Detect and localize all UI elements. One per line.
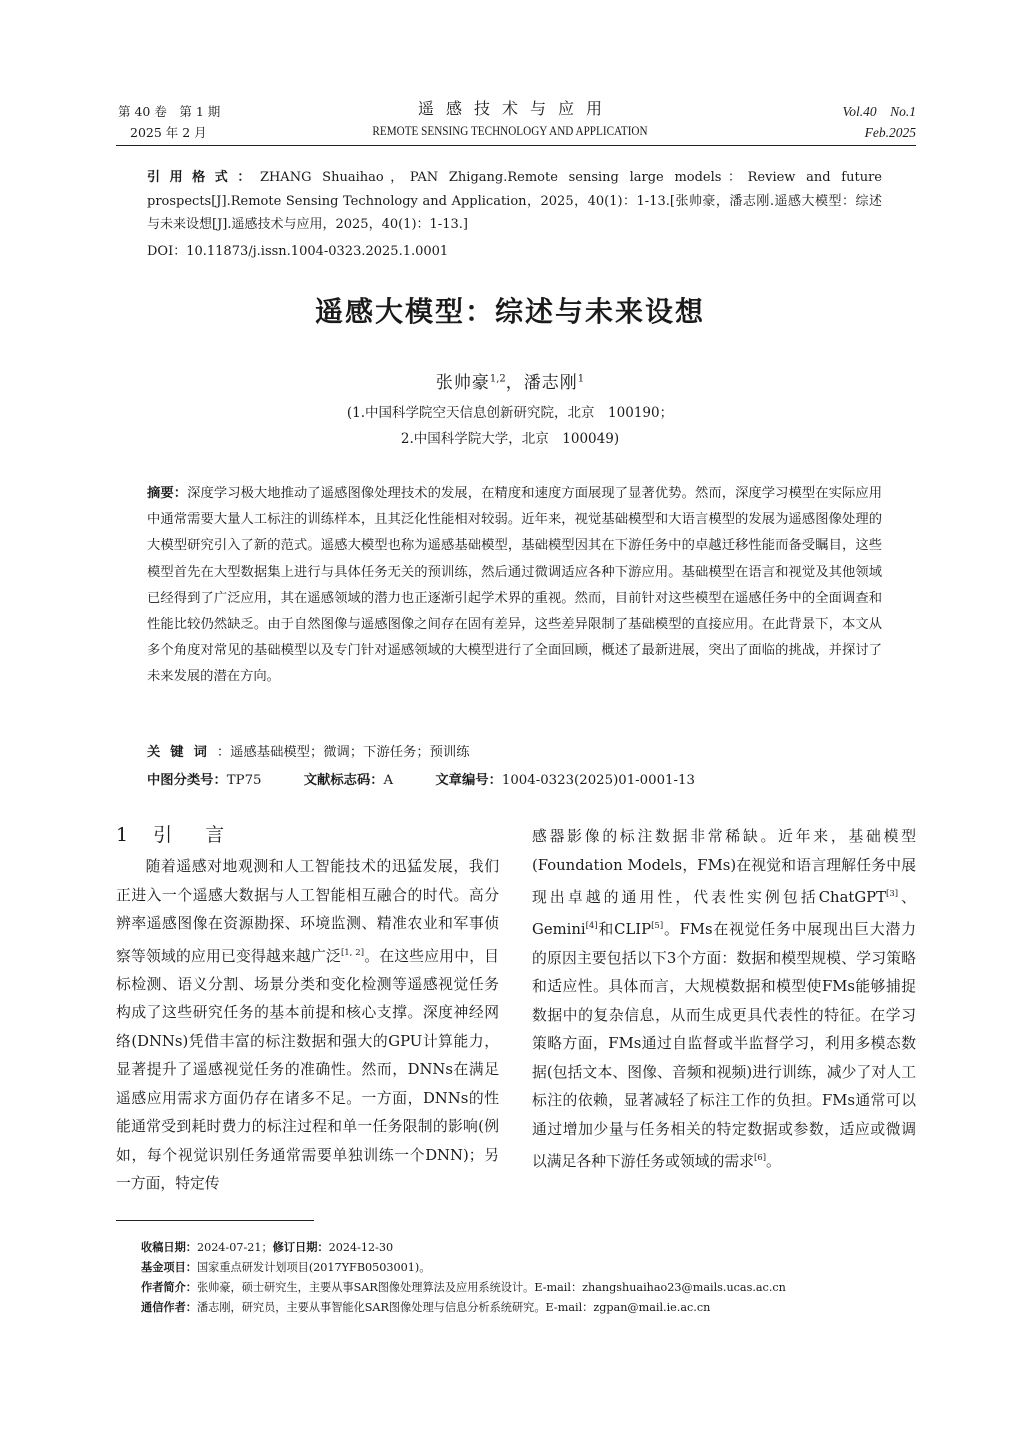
volume-number-en: Vol.40 No.1 bbox=[842, 104, 916, 119]
clc-value: TP75 bbox=[226, 773, 262, 788]
body-paragraph bbox=[116, 853, 499, 1199]
header-issue-info bbox=[118, 101, 220, 143]
citation-block bbox=[147, 166, 882, 237]
body-column-right bbox=[532, 823, 916, 1177]
header-volume-en bbox=[842, 101, 916, 143]
issue-date-cn: 2025 年 2 月 bbox=[130, 125, 207, 140]
section-title-char: 言 bbox=[205, 824, 228, 846]
citation-label: 引用格式： bbox=[147, 170, 260, 185]
header-rule bbox=[116, 145, 916, 146]
corresponding-label: 通信作者： bbox=[141, 1301, 197, 1314]
doc-code-label: 文献标志码： bbox=[303, 773, 384, 788]
revised-label: 修订日期： bbox=[272, 1241, 329, 1254]
footnotes bbox=[141, 1238, 921, 1318]
affiliation-line: (1.中国科学院空天信息创新研究院，北京 100190； bbox=[346, 405, 674, 421]
author-affil-sup: 1 bbox=[577, 373, 585, 385]
author-bio-label: 作者简介： bbox=[141, 1281, 197, 1294]
keywords-label: 关键词 bbox=[147, 745, 217, 760]
body-paragraph bbox=[532, 823, 916, 1177]
body-text: 。FMs在视觉任务中展现出巨大潜力的原因主要包括以下3个方面：数据和模型规模、学习策略和适应性。具体而言，大规模数据和模型使FMs能够捕捉数据中的复杂信息，从而生成更具代表性的特征。在学习策略方面，FMs通过自监督或半监督学习，利用多模态数据(包括文本、图像、音频和视频)进行训练，减少了对人工标注的依赖，显著减轻了标注工作的负担。FMs通常可以通过增加少量与任务相关的特定数据或参数，适应或微调以满足各种下游任务或领域的需求 bbox=[532, 921, 916, 1171]
keywords-text: ：遥感基础模型；微调；下游任务；预训练 bbox=[216, 745, 470, 760]
reference-mark[interactable]: [5] bbox=[651, 921, 664, 932]
author-name: 潘志刚 bbox=[523, 373, 578, 393]
fund-text: 国家重点研发计划项目(2017YFB0503001)。 bbox=[196, 1261, 431, 1274]
reference-mark[interactable]: [4] bbox=[585, 921, 598, 932]
fund-label: 基金项目： bbox=[141, 1261, 197, 1274]
classification-line bbox=[147, 769, 882, 788]
clc-label: 中图分类号： bbox=[147, 773, 227, 788]
body-text: 随着遥感对地观测和人工智能技术的迅猛发展，我们正进入一个遥感大数据与人工智能相互融合的时代。高分辨率遥感图像在资源勘探、环境监测、精准农业和军事侦察等领域的应用已变得越来越广泛 bbox=[116, 858, 499, 965]
body-text: 、Gemini bbox=[532, 888, 916, 939]
author-name: 张帅豪 bbox=[435, 373, 490, 393]
footnote-corresponding bbox=[141, 1298, 921, 1318]
section-number: 1 bbox=[116, 824, 132, 846]
reference-mark[interactable]: [1, 2] bbox=[340, 947, 365, 958]
body-text: 感器影像的标注数据非常稀缺。近年来，基础模型(Foundation Models，FMs)在视觉和语言理解任务中展现出卓越的通用性，代表性实例包括ChatGPT bbox=[532, 828, 916, 906]
footnote-fund bbox=[141, 1258, 921, 1278]
doi-line: DOI：10.11873/j.issn.1004-0323.2025.1.0001 bbox=[147, 244, 449, 259]
revised-date: 2024-12-30 bbox=[328, 1241, 394, 1254]
received-label: 收稿日期： bbox=[141, 1241, 197, 1254]
article-number-value: 1004-0323(2025)01-0001-13 bbox=[501, 773, 695, 788]
abstract bbox=[147, 481, 882, 691]
received-date: 2024-07-21； bbox=[196, 1241, 273, 1254]
footnote-dates bbox=[141, 1238, 921, 1258]
affiliation-line: 2.中国科学院大学，北京 100049) bbox=[400, 431, 620, 447]
citation-text: ZHANG Shuaihao，PAN Zhigang.Remote sensing large models：Review and future prospects[J].Remote Sensing Technology and Application，2025，40(1)：1-13.[张帅豪，潘志刚.遥感大模型：综述与未来设想[J].遥感技术与应用，2025，40(1)：1-13.] bbox=[147, 170, 882, 232]
reference-mark[interactable]: [3] bbox=[886, 889, 899, 899]
abstract-text: 深度学习极大地推动了遥感图像处理技术的发展，在精度和速度方面展现了显著优势。然而，深度学习模型在实际应用中通常需要大量人工标注的训练样本，且其泛化性能相对较弱。近年来，视觉基础模型和大语言模型的发展为遥感图像处理的大模型研究引入了新的范式。遥感大模型也称为遥感基础模型，基础模型因其在下游任务中的卓越迁移性能而备受瞩目，这些模型首先在大型数据集上进行与具体任务无关的预训练，然后通过微调适应各种下游应用。基础模型在语言和视觉及其他领域已经得到了广泛应用，其在遥感领域的潜力也正逐渐引起学术界的重视。然而，目前针对这些模型在遥感任务中的全面调查和性能比较仍然缺乏。由于自然图像与遥感图像之间存在固有差异，这些差异限制了基础模型的直接应用。在此背景下，本文从多个角度对常见的基础模型以及专门针对遥感领域的大模型进行了全面回顾，概述了最新进展，突出了面临的挑战，并探讨了未来发展的潜在方向。 bbox=[147, 486, 883, 685]
header-journal-name bbox=[300, 97, 720, 141]
body-column-left bbox=[116, 853, 499, 1199]
reference-mark[interactable]: [6] bbox=[753, 1153, 767, 1164]
affiliations bbox=[0, 400, 1020, 452]
footnote-author bbox=[141, 1278, 921, 1298]
author-affil-sup: 1,2 bbox=[489, 373, 506, 385]
body-text: 。 bbox=[766, 1153, 781, 1171]
author-line bbox=[0, 368, 1020, 393]
journal-name-en: REMOTE SENSING TECHNOLOGY AND APPLICATION bbox=[372, 123, 648, 138]
doc-code-value: A bbox=[383, 773, 394, 788]
section-title-char: 引 bbox=[153, 824, 176, 846]
author-separator: ， bbox=[505, 373, 524, 393]
keywords-line bbox=[147, 741, 882, 760]
corresponding-text: 潘志刚，研究员，主要从事智能化SAR图像处理与信息分析系统研究。E-mail：zgpan@mail.ie.ac.cn bbox=[196, 1301, 711, 1314]
author-bio-text: 张帅豪，硕士研究生，主要从事SAR图像处理算法及应用系统设计。E-mail：zhangshuaihao23@mails.ucas.ac.cn bbox=[196, 1281, 786, 1294]
abstract-label: 摘要： bbox=[147, 486, 188, 501]
article-number-label: 文章编号： bbox=[435, 773, 502, 788]
volume-issue: 第 40 卷 第 1 期 bbox=[118, 104, 221, 119]
body-text: 和CLIP bbox=[597, 921, 652, 939]
footnote-rule bbox=[116, 1220, 314, 1221]
paper-title: 遥感大模型：综述与未来设想 bbox=[314, 295, 705, 328]
section-heading bbox=[116, 820, 227, 847]
body-text: 。在这些应用中，目标检测、语义分割、场景分类和变化检测等遥感视觉任务构成了这些研究任务的基本前提和核心支撑。深度神经网络(DNNs)凭借丰富的标注数据和强大的GPU计算能力，显著提升了遥感视觉任务的准确性。然而，DNNs在满足遥感应用需求方面仍存在诸多不足。一方面，DNNs的性能通常受到耗时费力的标注过程和单一任务限制的影响(例如，每个视觉识别任务通常需要单独训练一个DNN)；另一方面，特定传 bbox=[116, 947, 499, 1193]
journal-name-cn: 遥感技术与应用 bbox=[417, 99, 614, 118]
issue-date-en: Feb.2025 bbox=[864, 125, 916, 140]
